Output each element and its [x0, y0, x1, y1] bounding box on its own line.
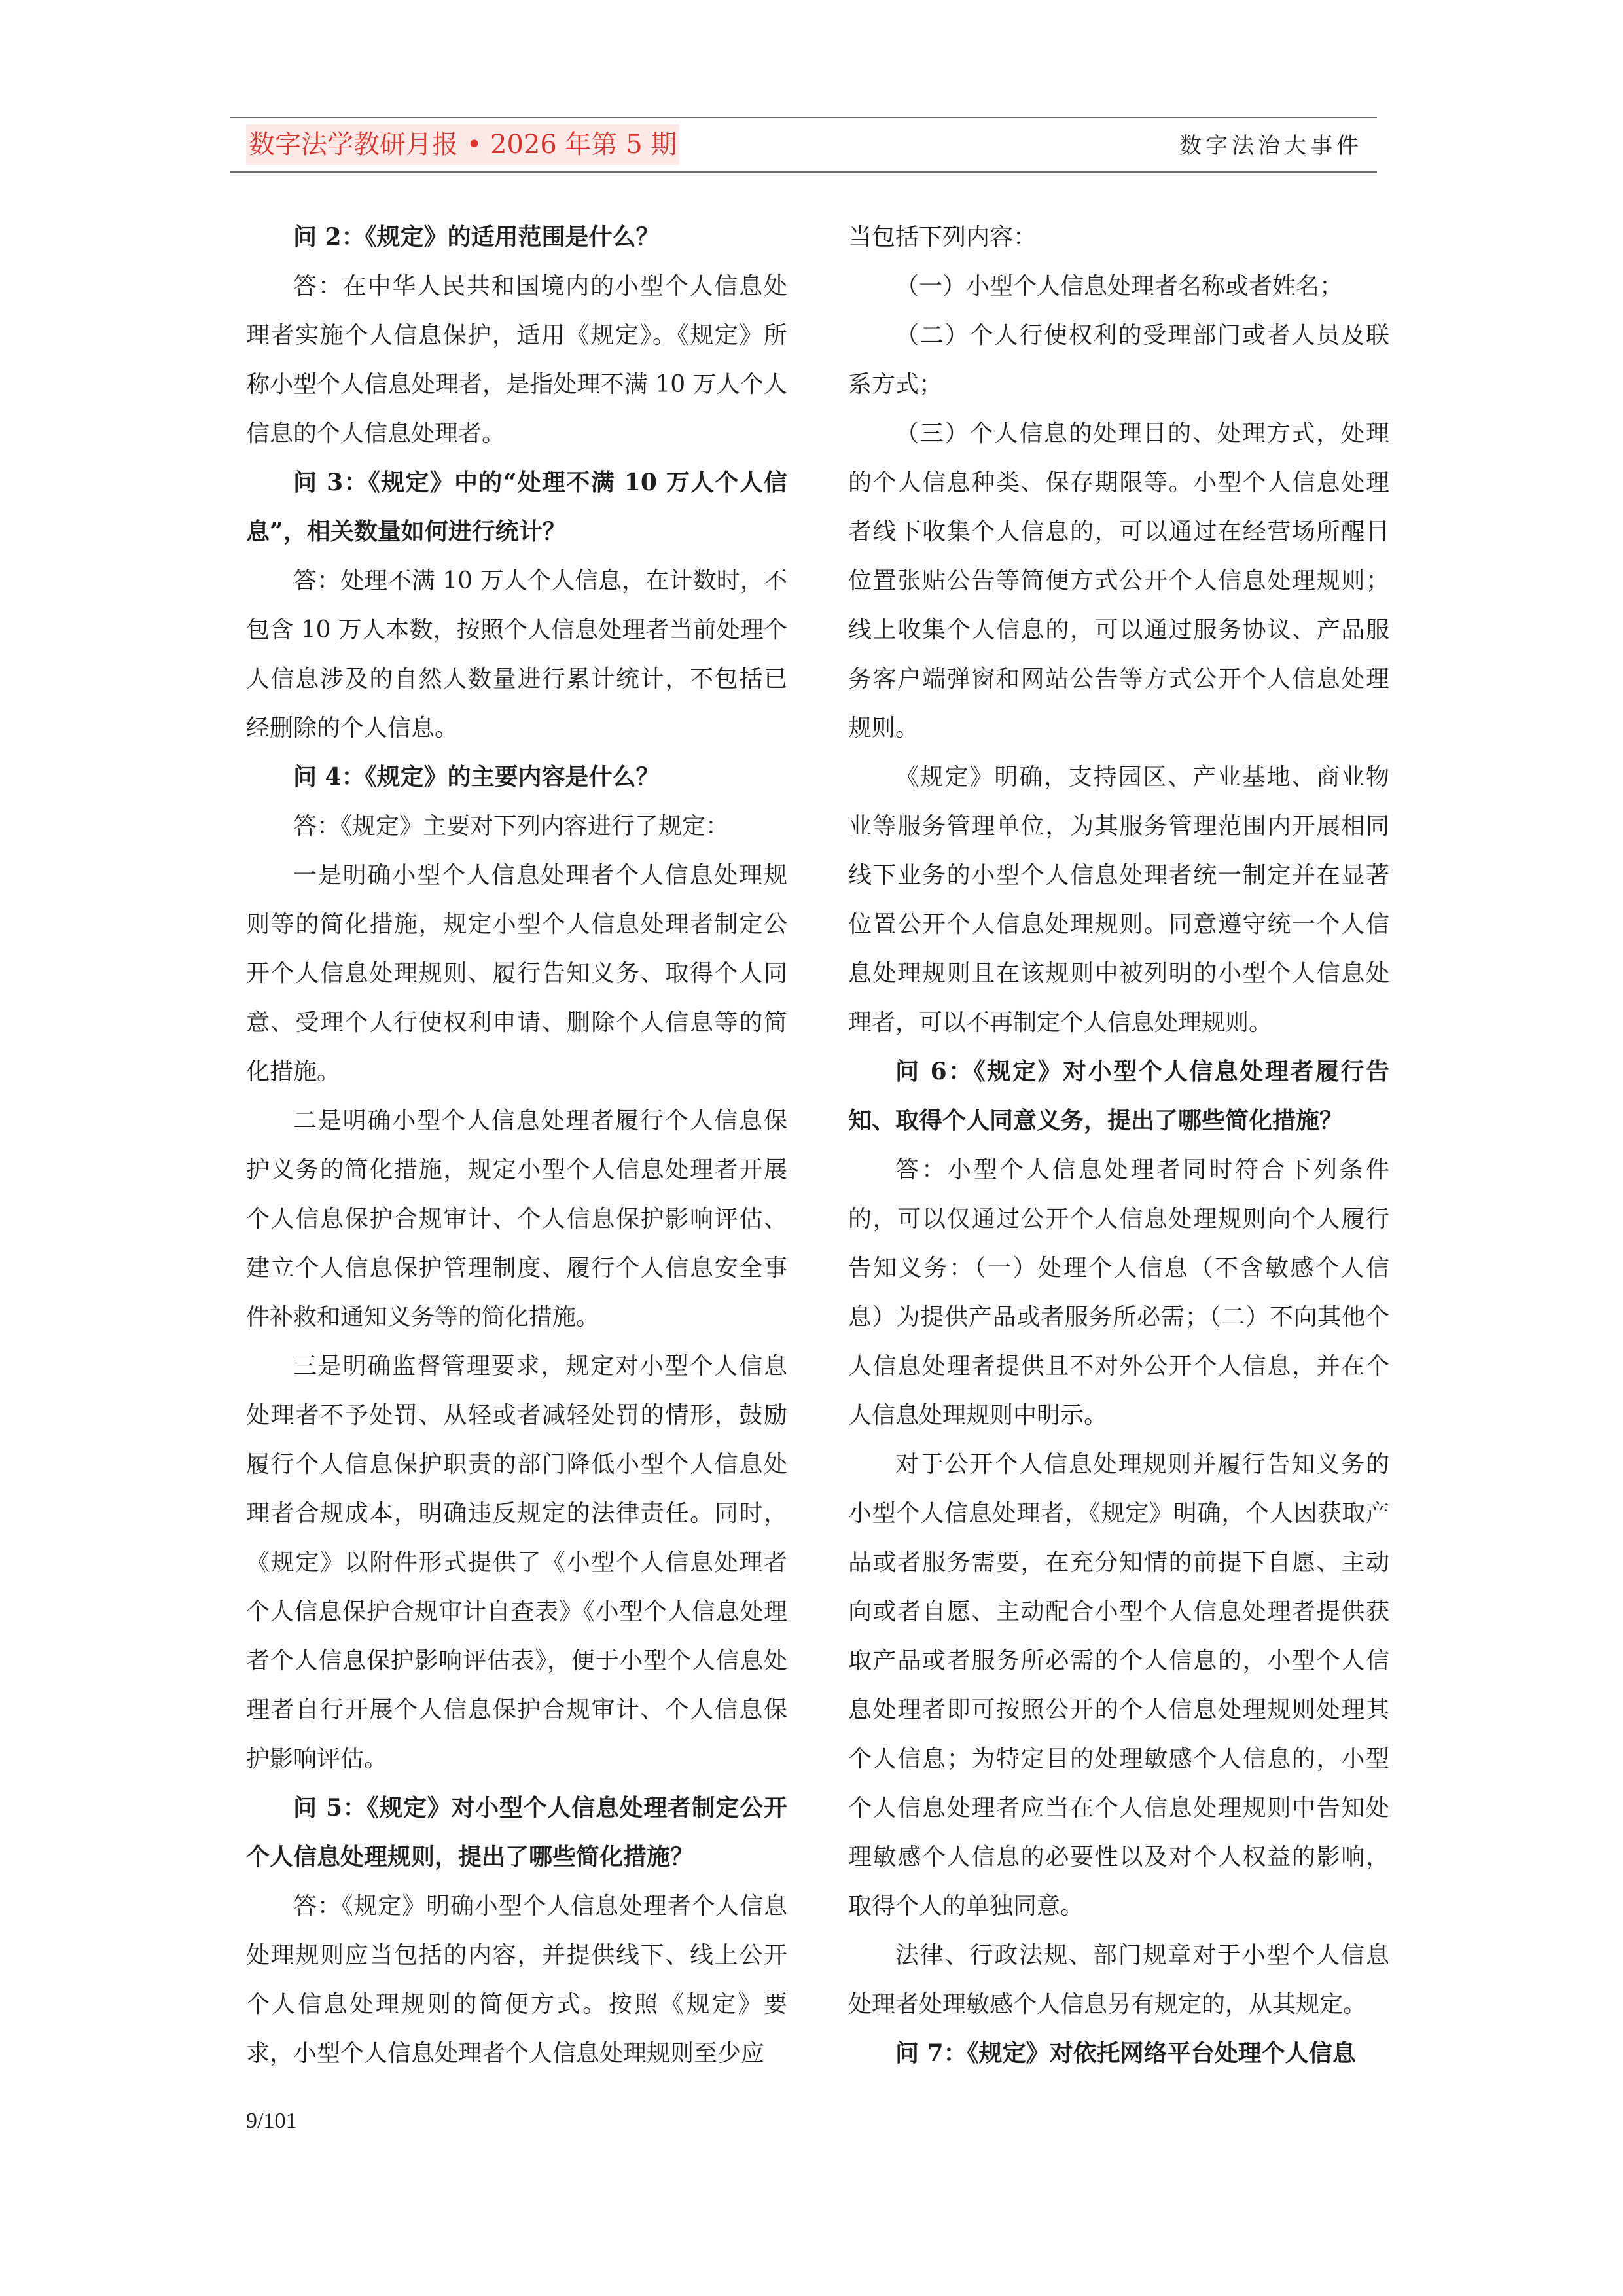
journal-title: 数字法学教研月报 • 2026 年第 5 期 — [246, 124, 679, 165]
question-heading: 问 6：《规定》对小型个人信息处理者履行告知、取得个人同意义务，提出了哪些简化措施？ — [848, 1058, 1389, 1134]
paragraph: 答：在中华人民共和国境内的小型个人信息处理者实施个人信息保护，适用《规定》。《规定》所称小型个人信息处理者，是指处理不满 10 万人个人信息的个人信息处理者。 — [246, 273, 787, 447]
paragraph: 法律、行政法规、部门规章对于小型个人信息处理者处理敏感个人信息另有规定的，从其规定。 — [848, 1942, 1389, 2018]
question-heading: 问 5：《规定》对小型个人信息处理者制定公开个人信息处理规则，提出了哪些简化措施？ — [246, 1794, 787, 1871]
paragraph: 答：处理不满 10 万人个人信息，在计数时，不包含 10 万人本数，按照个人信息处理者当前处理个人信息涉及的自然人数量进行累计统计，不包括已经删除的个人信息。 — [246, 567, 787, 742]
paragraph: 二是明确小型个人信息处理者履行个人信息保护义务的简化措施，规定小型个人信息处理者开展个人信息保护合规审计、个人信息保护影响评估、建立个人信息保护管理制度、履行个人信息安全事件补救和通知义务等的简化措施。 — [246, 1107, 787, 1331]
paragraph: 答：《规定》主要对下列内容进行了规定： — [293, 813, 730, 840]
question-heading: 问 4：《规定》的主要内容是什么？ — [293, 763, 660, 791]
section-name: 数字法治大事件 — [1179, 133, 1363, 159]
paragraph-continued: 当包括下列内容： — [848, 224, 1037, 251]
header-bottom-rule — [230, 171, 1377, 173]
right-column — [848, 213, 1389, 2078]
paragraph: 三是明确监督管理要求，规定对小型个人信息处理者不予处罚、从轻或者减轻处罚的情形，鼓励履行个人信息保护职责的部门降低小型个人信息处理者合规成本，明确违反规定的法律责任。同时，《规定》以附件形式提供了《小型个人信息处理者个人信息保护合规审计自查表》《小型个人信息处理者个人信息保护影响评估表》，便于小型个人信息处理者自行开展个人信息保护合规审计、个人信息保护影响评估。 — [246, 1353, 787, 1772]
left-column — [246, 213, 787, 2078]
paragraph: 答：《规定》明确小型个人信息处理者个人信息处理规则应当包括的内容，并提供线下、线上公开个人信息处理规则的简便方式。按照《规定》要求，小型个人信息处理者个人信息处理规则至少应 — [246, 1893, 787, 2067]
paragraph: 答：小型个人信息处理者同时符合下列条件的，可以仅通过公开个人信息处理规则向个人履行告知义务：（一）处理个人信息（不含敏感个人信息）为提供产品或者服务所必需；（二）不向其他个人信息处理者提供且不对外公开个人信息，并在个人信息处理规则中明示。 — [848, 1157, 1389, 1429]
paragraph: 一是明确小型个人信息处理者个人信息处理规则等的简化措施，规定小型个人信息处理者制定公开个人信息处理规则、履行告知义务、取得个人同意、受理个人行使权利申请、删除个人信息等的简化措施。 — [246, 862, 787, 1085]
paragraph: 《规定》明确，支持园区、产业基地、商业物业等服务管理单位，为其服务管理范围内开展相同线下业务的小型个人信息处理者统一制定并在显著位置公开个人信息处理规则。同意遵守统一个人信息处理规则且在该规则中被列明的小型个人信息处理者，可以不再制定个人信息处理规则。 — [848, 764, 1389, 1036]
list-item: （三）个人信息的处理目的、处理方式，处理的个人信息种类、保存期限等。小型个人信息处理者线下收集个人信息的，可以通过在经营场所醒目位置张贴公告等简便方式公开个人信息处理规则；线上收集个人信息的，可以通过服务协议、产品服务客户端弹窗和网站公告等方式公开个人信息处理规则。 — [848, 420, 1389, 742]
paragraph: 对于公开个人信息处理规则并履行告知义务的小型个人信息处理者，《规定》明确，个人因获取产品或者服务需要，在充分知情的前提下自愿、主动向或者自愿、主动配合小型个人信息处理者提供获取产品或者服务所必需的个人信息的，小型个人信息处理者即可按照公开的个人信息处理规则处理其个人信息；为特定目的处理敏感个人信息的，小型个人信息处理者应当在个人信息处理规则中告知处理敏感个人信息的必要性以及对个人权益的影响，取得个人的单独同意。 — [848, 1451, 1389, 1920]
list-item: （一）小型个人信息处理者名称或者姓名； — [895, 273, 1344, 300]
list-item: （二）个人行使权利的受理部门或者人员及联系方式； — [848, 322, 1389, 398]
question-heading: 问 3：《规定》中的“处理不满 10 万人个人信息”，相关数量如何进行统计？ — [246, 469, 787, 545]
question-heading: 问 2：《规定》的适用范围是什么？ — [293, 223, 660, 251]
page-number: 9/101 — [246, 2109, 297, 2133]
header-top-rule — [230, 117, 1377, 118]
question-heading: 问 7：《规定》对依托网络平台处理个人信息 — [895, 2039, 1356, 2067]
